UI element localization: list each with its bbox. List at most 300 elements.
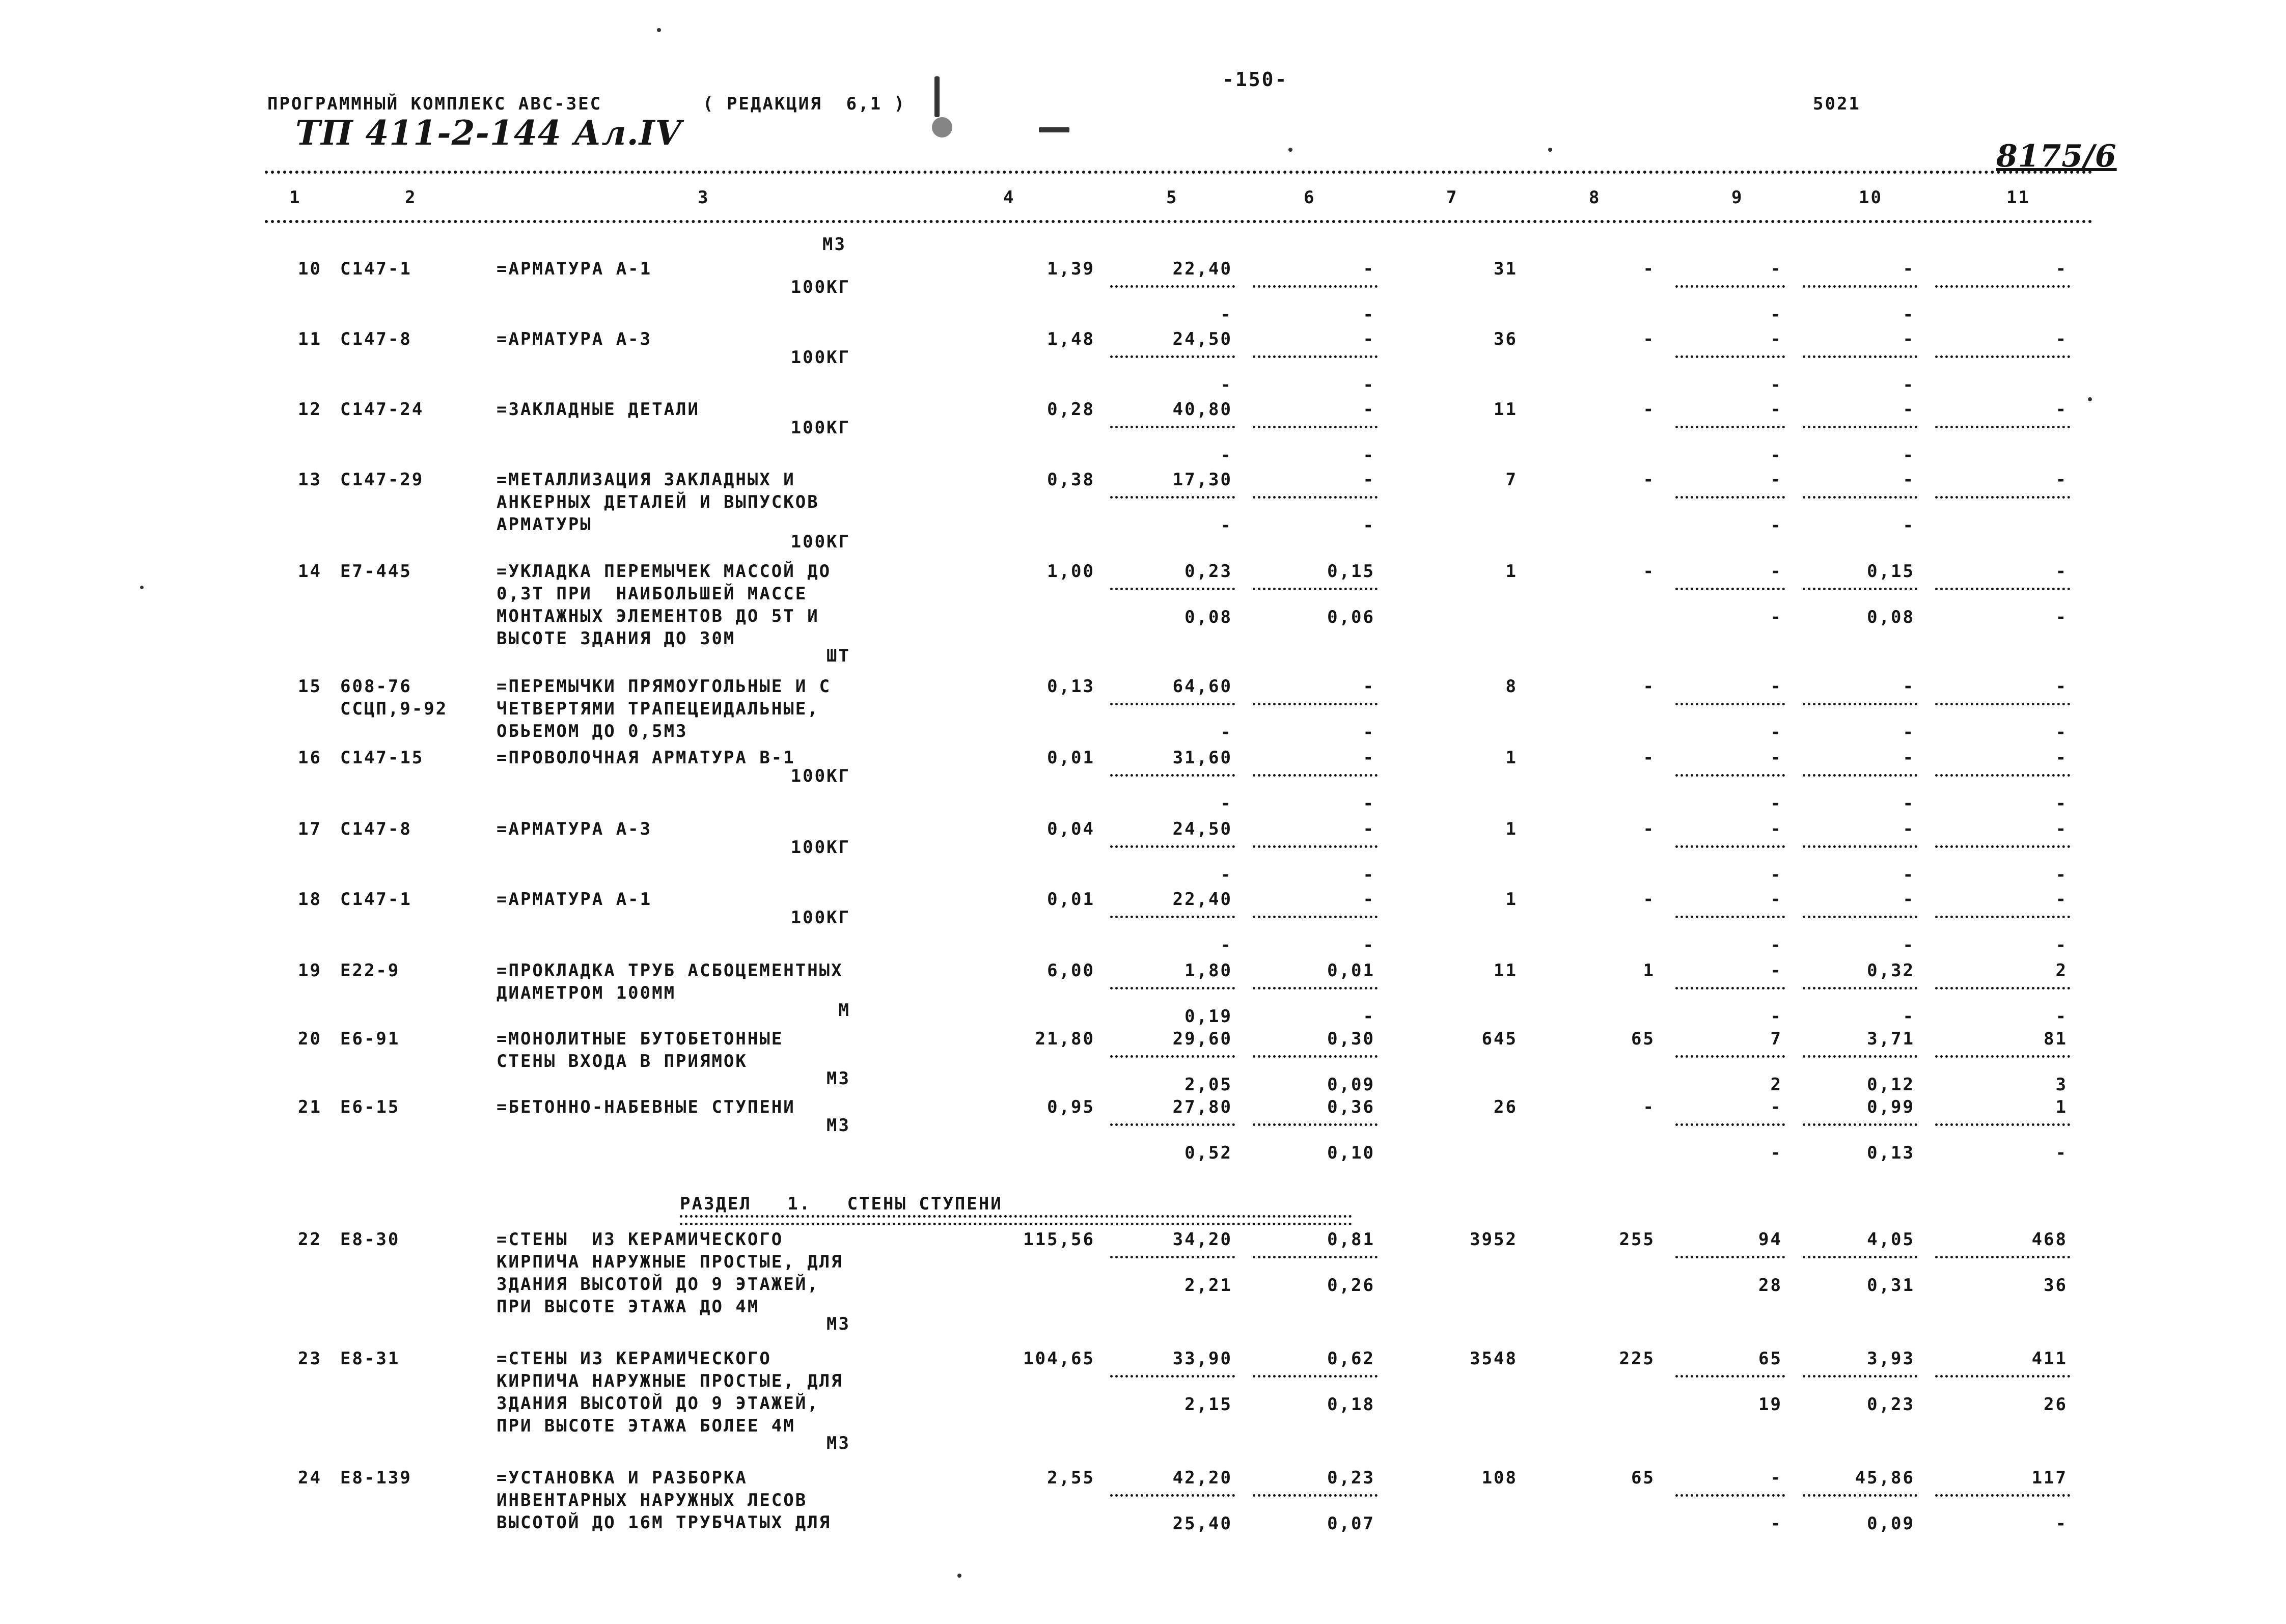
machine-total: - bbox=[1770, 329, 1782, 349]
labour-unit: - bbox=[1903, 748, 1915, 768]
scan-mark bbox=[934, 76, 940, 117]
wage-cost: 225 bbox=[1619, 1348, 1655, 1369]
work-description: =УКЛАДКА ПЕРЕМЫЧЕК МАССОЙ ДО bbox=[497, 561, 832, 582]
cell-divider bbox=[1803, 355, 1917, 358]
wage-cost: 255 bbox=[1619, 1229, 1655, 1250]
wage-cost: - bbox=[1643, 748, 1655, 768]
work-description: =МЕТАЛЛИЗАЦИЯ ЗАКЛАДНЫХ И bbox=[497, 470, 795, 490]
machine-wage: - bbox=[1363, 375, 1375, 395]
labour-total: 2 bbox=[2055, 960, 2068, 981]
unit-label: М3 bbox=[827, 1433, 850, 1453]
cell-divider bbox=[1110, 355, 1235, 358]
labour-unit: - bbox=[1903, 470, 1915, 490]
work-description: =ЗАКЛАДНЫЕ ДЕТАЛИ bbox=[497, 399, 700, 420]
cell-divider bbox=[1803, 588, 1917, 590]
machine-wage: 0,26 bbox=[1327, 1275, 1375, 1296]
machine-total: - bbox=[1770, 1097, 1782, 1117]
quantity: 0,38 bbox=[1047, 470, 1095, 490]
work-description: =БЕТОННО-НАБЕВНЫЕ СТУПЕНИ bbox=[497, 1097, 795, 1117]
work-description: =АРМАТУРА А-1 bbox=[497, 259, 652, 279]
cell-divider bbox=[1935, 1494, 2070, 1497]
rate-code: С147-29 bbox=[340, 470, 424, 490]
labour-machine: - bbox=[1903, 515, 1915, 536]
cell-divider bbox=[1110, 1123, 1235, 1126]
cell-divider bbox=[1110, 426, 1235, 428]
unit-cost: 24,50 bbox=[1172, 819, 1232, 839]
wage-cost: - bbox=[1643, 676, 1655, 697]
row-number: 12 bbox=[298, 399, 322, 420]
machine-wage: 0,10 bbox=[1327, 1143, 1375, 1163]
labour-machine-total: - bbox=[2055, 793, 2068, 814]
cell-divider bbox=[1675, 496, 1785, 499]
labour-unit: - bbox=[1903, 399, 1915, 420]
cell-divider bbox=[1675, 588, 1785, 590]
labour-unit: - bbox=[1903, 259, 1915, 279]
machine-total: 94 bbox=[1758, 1229, 1782, 1250]
unit-label: 100КГ bbox=[790, 277, 850, 297]
machine-wage-total: 2 bbox=[1770, 1075, 1782, 1095]
unit-cost: 22,40 bbox=[1172, 259, 1232, 279]
total-cost: 36 bbox=[1494, 329, 1518, 349]
quantity: 1,39 bbox=[1047, 259, 1095, 279]
cell-divider bbox=[1110, 588, 1235, 590]
unit-label: М3 bbox=[827, 1068, 850, 1089]
total-cost: 1 bbox=[1505, 889, 1518, 910]
unit-wage: - bbox=[1220, 935, 1232, 955]
scan-mark bbox=[140, 586, 144, 589]
work-description: КИРПИЧА НАРУЖНЫЕ ПРОСТЫЕ, ДЛЯ bbox=[497, 1252, 843, 1272]
labour-unit: 0,15 bbox=[1867, 561, 1915, 582]
unit-cost: 1,80 bbox=[1185, 960, 1232, 981]
machine-cost: 0,36 bbox=[1327, 1097, 1375, 1117]
machine-wage-total: - bbox=[1770, 515, 1782, 536]
cell-divider bbox=[1253, 1256, 1378, 1258]
cell-divider bbox=[1803, 426, 1917, 428]
quantity: 0,01 bbox=[1047, 889, 1095, 910]
cell-divider bbox=[1935, 1375, 2070, 1378]
cell-divider bbox=[1253, 845, 1378, 848]
quantity: 1,48 bbox=[1047, 329, 1095, 349]
machine-total: - bbox=[1770, 819, 1782, 839]
labour-unit: - bbox=[1903, 889, 1915, 910]
labour-machine: 0,09 bbox=[1867, 1513, 1915, 1534]
work-description: ЗДАНИЯ ВЫСОТОЙ ДО 9 ЭТАЖЕЙ, bbox=[497, 1274, 819, 1295]
work-description: СТЕНЫ ВХОДА В ПРИЯМОК bbox=[497, 1051, 748, 1071]
labour-machine: - bbox=[1903, 865, 1915, 885]
cell-divider bbox=[1675, 987, 1785, 989]
cell-divider bbox=[1675, 845, 1785, 848]
total-cost: 1 bbox=[1505, 748, 1518, 768]
unit-cost: 17,30 bbox=[1172, 470, 1232, 490]
cell-divider bbox=[1803, 1375, 1917, 1378]
total-cost: 3952 bbox=[1470, 1229, 1518, 1250]
cell-divider bbox=[1110, 1055, 1235, 1058]
machine-cost: - bbox=[1363, 748, 1375, 768]
quantity: 21,80 bbox=[1035, 1029, 1095, 1049]
machine-wage-total: - bbox=[1770, 722, 1782, 742]
machine-wage-total: - bbox=[1770, 865, 1782, 885]
cell-divider bbox=[1253, 426, 1378, 428]
machine-wage: - bbox=[1363, 305, 1375, 325]
rate-code: Е6-91 bbox=[340, 1029, 400, 1049]
column-number: 8 bbox=[1589, 187, 1601, 208]
unit-label: М3 bbox=[827, 1314, 850, 1334]
quantity: 0,95 bbox=[1047, 1097, 1095, 1117]
machine-wage-total: - bbox=[1770, 445, 1782, 465]
unit-wage: - bbox=[1220, 722, 1232, 742]
labour-machine-total: 26 bbox=[2044, 1394, 2068, 1415]
row-number: 18 bbox=[298, 889, 322, 910]
machine-total: - bbox=[1770, 399, 1782, 420]
machine-wage: 0,09 bbox=[1327, 1075, 1375, 1095]
unit-cost: 24,50 bbox=[1172, 329, 1232, 349]
row-number: 15 bbox=[298, 676, 322, 697]
machine-wage-total: - bbox=[1770, 935, 1782, 955]
labour-unit: 0,32 bbox=[1867, 960, 1915, 981]
machine-cost: 0,30 bbox=[1327, 1029, 1375, 1049]
page-number: -150- bbox=[1222, 68, 1288, 91]
labour-machine: - bbox=[1903, 1006, 1915, 1027]
total-cost: 7 bbox=[1505, 470, 1518, 490]
unit-cost: 64,60 bbox=[1172, 676, 1232, 697]
wage-cost: 65 bbox=[1631, 1029, 1655, 1049]
cell-divider bbox=[1253, 987, 1378, 989]
cell-divider bbox=[1935, 703, 2070, 705]
unit-wage: - bbox=[1220, 515, 1232, 536]
quantity: 0,13 bbox=[1047, 676, 1095, 697]
total-cost: 3548 bbox=[1470, 1348, 1518, 1369]
labour-machine: 0,31 bbox=[1867, 1275, 1915, 1296]
scan-mark bbox=[2088, 397, 2092, 401]
unit-wage: 2,21 bbox=[1185, 1275, 1232, 1296]
cell-divider bbox=[1253, 1494, 1378, 1497]
unit-label: 100КГ bbox=[790, 418, 850, 438]
column-number: 3 bbox=[698, 187, 710, 208]
unit-label: М3 bbox=[822, 234, 846, 255]
machine-cost: - bbox=[1363, 676, 1375, 697]
row-number: 20 bbox=[298, 1029, 322, 1049]
work-description: =АРМАТУРА А-3 bbox=[497, 329, 652, 349]
machine-wage: - bbox=[1363, 1006, 1375, 1027]
labour-unit: 3,71 bbox=[1867, 1029, 1915, 1049]
cell-divider bbox=[1803, 1494, 1917, 1497]
labour-total: - bbox=[2055, 399, 2068, 420]
unit-label: 100КГ bbox=[790, 532, 850, 552]
labour-total: - bbox=[2055, 259, 2068, 279]
cell-divider bbox=[1675, 1055, 1785, 1058]
cell-divider bbox=[1803, 987, 1917, 989]
row-number: 16 bbox=[298, 748, 322, 768]
unit-cost: 22,40 bbox=[1172, 889, 1232, 910]
labour-machine-total: - bbox=[2055, 935, 2068, 955]
labour-machine: 0,23 bbox=[1867, 1394, 1915, 1415]
column-number: 11 bbox=[2006, 187, 2030, 208]
machine-total: - bbox=[1770, 259, 1782, 279]
cell-divider bbox=[1110, 285, 1235, 288]
work-description: ИНВЕНТАРНЫХ НАРУЖНЫХ ЛЕСОВ bbox=[497, 1490, 808, 1510]
unit-cost: 31,60 bbox=[1172, 748, 1232, 768]
quantity: 2,55 bbox=[1047, 1468, 1095, 1488]
cell-divider bbox=[1253, 1055, 1378, 1058]
row-number: 10 bbox=[298, 259, 322, 279]
unit-label: 100КГ bbox=[790, 837, 850, 858]
unit-label: 100КГ bbox=[790, 766, 850, 786]
labour-total: - bbox=[2055, 748, 2068, 768]
machine-wage-total: 19 bbox=[1758, 1394, 1782, 1415]
total-cost: 1 bbox=[1505, 819, 1518, 839]
labour-machine-total: - bbox=[2055, 865, 2068, 885]
labour-unit: 4,05 bbox=[1867, 1229, 1915, 1250]
cell-divider bbox=[1803, 1256, 1917, 1258]
cell-divider bbox=[1803, 1123, 1917, 1126]
machine-cost: 0,62 bbox=[1327, 1348, 1375, 1369]
labour-unit: - bbox=[1903, 819, 1915, 839]
labour-unit: 0,99 bbox=[1867, 1097, 1915, 1117]
cell-divider bbox=[1110, 496, 1235, 499]
unit-label: 100КГ bbox=[790, 347, 850, 368]
labour-machine: - bbox=[1903, 305, 1915, 325]
cell-divider bbox=[1675, 355, 1785, 358]
cell-divider bbox=[1110, 987, 1235, 989]
labour-machine-total: - bbox=[2055, 1513, 2068, 1534]
cell-divider bbox=[1110, 1494, 1235, 1497]
cell-divider bbox=[1803, 285, 1917, 288]
work-description: =ПРОВОЛОЧНАЯ АРМАТУРА В-1 bbox=[497, 748, 795, 768]
scan-mark bbox=[1039, 127, 1069, 132]
machine-wage: - bbox=[1363, 865, 1375, 885]
work-description: =СТЕНЫ ИЗ КЕРАМИЧЕСКОГО bbox=[497, 1229, 784, 1250]
labour-total: - bbox=[2055, 561, 2068, 582]
rate-code: Е7-445 bbox=[340, 561, 412, 582]
scan-mark bbox=[1288, 148, 1292, 152]
cell-divider bbox=[1935, 355, 2070, 358]
section-title: РАЗДЕЛ 1. СТЕНЫ СТУПЕНИ bbox=[680, 1194, 1003, 1214]
total-cost: 108 bbox=[1481, 1468, 1518, 1488]
machine-wage-total: - bbox=[1770, 305, 1782, 325]
cell-divider bbox=[1935, 916, 2070, 918]
column-number: 5 bbox=[1166, 187, 1178, 208]
cell-divider bbox=[1935, 1123, 2070, 1126]
row-number: 21 bbox=[298, 1097, 322, 1117]
unit-wage: 0,52 bbox=[1185, 1143, 1232, 1163]
rate-code: С147-8 bbox=[340, 329, 412, 349]
rate-code: Е8-139 bbox=[340, 1468, 412, 1488]
total-cost: 8 bbox=[1505, 676, 1518, 697]
machine-wage: 0,18 bbox=[1327, 1394, 1375, 1415]
machine-cost: - bbox=[1363, 470, 1375, 490]
unit-cost: 34,20 bbox=[1172, 1229, 1232, 1250]
machine-total: - bbox=[1770, 960, 1782, 981]
unit-wage: - bbox=[1220, 793, 1232, 814]
unit-label: 100КГ bbox=[790, 907, 850, 928]
machine-wage: - bbox=[1363, 515, 1375, 536]
work-description: ОБЬЕМОМ ДО 0,5М3 bbox=[497, 721, 688, 741]
machine-total: - bbox=[1770, 561, 1782, 582]
machine-total: - bbox=[1770, 676, 1782, 697]
machine-total: - bbox=[1770, 889, 1782, 910]
unit-cost: 40,80 bbox=[1172, 399, 1232, 420]
labour-unit: - bbox=[1903, 329, 1915, 349]
row-number: 23 bbox=[298, 1348, 322, 1369]
wage-cost: - bbox=[1643, 259, 1655, 279]
labour-machine: 0,08 bbox=[1867, 607, 1915, 627]
total-cost: 26 bbox=[1494, 1097, 1518, 1117]
column-number: 4 bbox=[1003, 187, 1015, 208]
cell-divider bbox=[1253, 774, 1378, 777]
column-number: 2 bbox=[405, 187, 417, 208]
column-number: 9 bbox=[1731, 187, 1744, 208]
machine-cost: - bbox=[1363, 399, 1375, 420]
work-description: =СТЕНЫ ИЗ КЕРАМИЧЕСКОГО bbox=[497, 1348, 772, 1369]
wage-cost: - bbox=[1643, 561, 1655, 582]
cell-divider bbox=[1675, 774, 1785, 777]
cell-divider bbox=[1803, 496, 1917, 499]
machine-total: 65 bbox=[1758, 1348, 1782, 1369]
labour-machine: - bbox=[1903, 935, 1915, 955]
scan-mark bbox=[657, 28, 661, 32]
cell-divider bbox=[1253, 1123, 1378, 1126]
work-description: ЧЕТВЕРТЯМИ ТРАПЕЦЕИДАЛЬНЫЕ, bbox=[497, 699, 819, 719]
cell-divider bbox=[1803, 703, 1917, 705]
machine-total: - bbox=[1770, 470, 1782, 490]
rate-code: С147-1 bbox=[340, 259, 412, 279]
quantity: 115,56 bbox=[1023, 1229, 1095, 1250]
labour-machine: - bbox=[1903, 793, 1915, 814]
total-cost: 11 bbox=[1494, 960, 1518, 981]
quantity: 104,65 bbox=[1023, 1348, 1095, 1369]
machine-cost: 0,15 bbox=[1327, 561, 1375, 582]
unit-wage: 25,40 bbox=[1172, 1513, 1232, 1534]
unit-cost: 27,80 bbox=[1172, 1097, 1232, 1117]
cell-divider bbox=[1253, 588, 1378, 590]
cell-divider bbox=[1803, 916, 1917, 918]
cell-divider bbox=[1110, 845, 1235, 848]
labour-total: - bbox=[2055, 470, 2068, 490]
machine-cost: 0,23 bbox=[1327, 1468, 1375, 1488]
unit-cost: 29,60 bbox=[1172, 1029, 1232, 1049]
labour-machine: - bbox=[1903, 722, 1915, 742]
work-description: 0,3Т ПРИ НАИБОЛЬШЕЙ МАССЕ bbox=[497, 584, 808, 604]
cell-divider bbox=[1675, 1494, 1785, 1497]
machine-wage: - bbox=[1363, 793, 1375, 814]
archive-stamp: 8175/6 bbox=[1996, 139, 2117, 174]
work-description: АНКЕРНЫХ ДЕТАЛЕЙ И ВЫПУСКОВ bbox=[497, 492, 819, 512]
cell-divider bbox=[1675, 426, 1785, 428]
rate-code: Е8-31 bbox=[340, 1348, 400, 1369]
labour-machine: - bbox=[1903, 445, 1915, 465]
machine-wage: 0,06 bbox=[1327, 607, 1375, 627]
labour-machine: 0,13 bbox=[1867, 1143, 1915, 1163]
cell-divider bbox=[1253, 285, 1378, 288]
work-description: ВЫСОТЕ ЗДАНИЯ ДО 30М bbox=[497, 628, 736, 649]
labour-total: - bbox=[2055, 329, 2068, 349]
machine-cost: - bbox=[1363, 819, 1375, 839]
column-number: 10 bbox=[1859, 187, 1883, 208]
unit-wage: - bbox=[1220, 375, 1232, 395]
cell-divider bbox=[1935, 987, 2070, 989]
work-description: ПРИ ВЫСОТЕ ЭТАЖА ДО 4М bbox=[497, 1297, 760, 1317]
cell-divider bbox=[1110, 1256, 1235, 1258]
rate-code: С147-24 bbox=[340, 399, 424, 420]
row-number: 17 bbox=[298, 819, 322, 839]
machine-wage: - bbox=[1363, 445, 1375, 465]
labour-machine-total: 36 bbox=[2044, 1275, 2068, 1296]
machine-wage-total: 28 bbox=[1758, 1275, 1782, 1296]
cell-divider bbox=[1110, 1375, 1235, 1378]
cell-divider bbox=[1803, 1055, 1917, 1058]
unit-wage: 0,19 bbox=[1185, 1006, 1232, 1027]
labour-total: - bbox=[2055, 819, 2068, 839]
unit-label: М bbox=[838, 1000, 850, 1021]
work-description: АРМАТУРЫ bbox=[497, 514, 592, 535]
labour-unit: - bbox=[1903, 676, 1915, 697]
sheet-code: 5021 bbox=[1813, 94, 1861, 114]
header-bottom-rule bbox=[265, 220, 2093, 223]
cell-divider bbox=[1935, 285, 2070, 288]
unit-wage: 2,05 bbox=[1185, 1075, 1232, 1095]
labour-unit: 3,93 bbox=[1867, 1348, 1915, 1369]
cell-divider bbox=[1110, 916, 1235, 918]
section-underline bbox=[680, 1215, 1352, 1225]
quantity: 1,00 bbox=[1047, 561, 1095, 582]
work-description: =УСТАНОВКА И РАЗБОРКА bbox=[497, 1468, 748, 1488]
cell-divider bbox=[1253, 355, 1378, 358]
cell-divider bbox=[1253, 1375, 1378, 1378]
quantity: 0,28 bbox=[1047, 399, 1095, 420]
cell-divider bbox=[1935, 588, 2070, 590]
labour-machine: 0,12 bbox=[1867, 1075, 1915, 1095]
work-description: =ПЕРЕМЫЧКИ ПРЯМОУГОЛЬНЫЕ И С bbox=[497, 676, 832, 697]
rate-code: С147-15 bbox=[340, 748, 424, 768]
wage-cost: - bbox=[1643, 470, 1655, 490]
wage-cost: 65 bbox=[1631, 1468, 1655, 1488]
wage-cost: - bbox=[1643, 819, 1655, 839]
cell-divider bbox=[1253, 916, 1378, 918]
work-description: =ПРОКЛАДКА ТРУБ АСБОЦЕМЕНТНЫХ bbox=[497, 960, 843, 981]
machine-wage-total: - bbox=[1770, 375, 1782, 395]
cell-divider bbox=[1675, 1375, 1785, 1378]
labour-machine: - bbox=[1903, 375, 1915, 395]
project-code-handwritten: ТП 411-2-144 Ал.IV bbox=[295, 113, 682, 153]
work-description: ПРИ ВЫСОТЕ ЭТАЖА БОЛЕЕ 4М bbox=[497, 1416, 795, 1436]
work-description: ВЫСОТОЙ ДО 16М ТРУБЧАТЫХ ДЛЯ bbox=[497, 1512, 832, 1533]
labour-unit: 45,86 bbox=[1855, 1468, 1915, 1488]
unit-wage: - bbox=[1220, 865, 1232, 885]
labour-total: 411 bbox=[2031, 1348, 2068, 1369]
cell-divider bbox=[1675, 1123, 1785, 1126]
machine-wage: - bbox=[1363, 722, 1375, 742]
row-number: 11 bbox=[298, 329, 322, 349]
total-cost: 1 bbox=[1505, 561, 1518, 582]
edition-label: ( РЕДАКЦИЯ 6,1 ) bbox=[703, 94, 906, 114]
wage-cost: - bbox=[1643, 1097, 1655, 1117]
rate-code-source: ССЦП,9-92 bbox=[340, 699, 448, 719]
machine-wage-total: - bbox=[1770, 1006, 1782, 1027]
work-description: ДИАМЕТРОМ 100ММ bbox=[497, 983, 676, 1003]
unit-cost: 33,90 bbox=[1172, 1348, 1232, 1369]
quantity: 6,00 bbox=[1047, 960, 1095, 981]
rate-code: С147-8 bbox=[340, 819, 412, 839]
wage-cost: - bbox=[1643, 889, 1655, 910]
machine-total: - bbox=[1770, 1468, 1782, 1488]
quantity: 0,04 bbox=[1047, 819, 1095, 839]
unit-label: ШТ bbox=[827, 646, 850, 666]
labour-total: - bbox=[2055, 889, 2068, 910]
work-description: =МОНОЛИТНЫЕ БУТОБЕТОННЫЕ bbox=[497, 1029, 784, 1049]
machine-wage: 0,07 bbox=[1327, 1513, 1375, 1534]
rate-code: Е8-30 bbox=[340, 1229, 400, 1250]
cell-divider bbox=[1935, 774, 2070, 777]
